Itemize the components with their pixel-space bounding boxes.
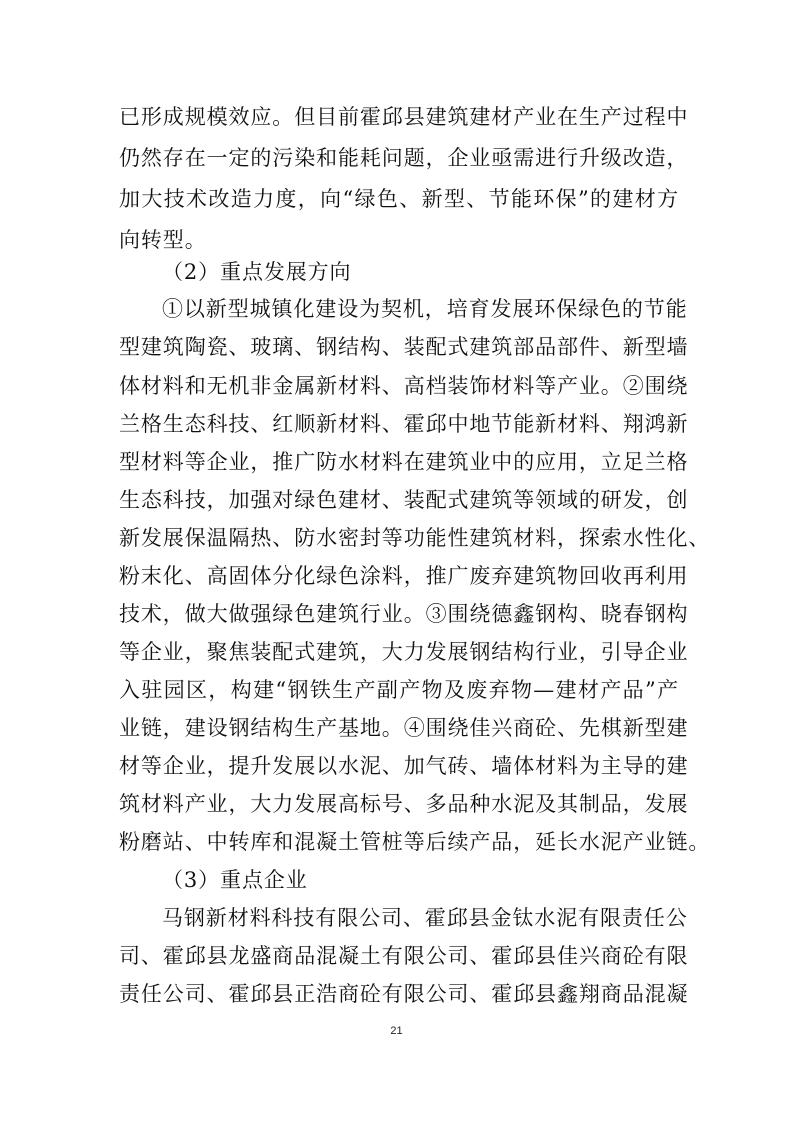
paragraph-line: 体材料和无机非金属新材料、高档装饰材料等产业。②围绕 bbox=[119, 374, 689, 398]
paragraph-line: 入驻园区，构建“钢铁生产副产物及废弃物—建材产品”产 bbox=[119, 678, 679, 702]
section-heading-development-direction: （2）重点发展方向 bbox=[162, 260, 352, 284]
paragraph-line: 仍然存在一定的污染和能耗问题，企业亟需进行升级改造， bbox=[119, 146, 689, 170]
paragraph-line: 材等企业，提升发展以水泥、加气砖、墙体材料为主导的建 bbox=[119, 754, 689, 778]
paragraph-line: 兰格生态科技、红顺新材料、霍邱中地节能新材料、翔鸿新 bbox=[119, 412, 689, 436]
paragraph-line: 业链，建设钢结构生产基地。④围绕佳兴商砼、先棋新型建 bbox=[119, 716, 689, 740]
page-number: 21 bbox=[390, 1025, 403, 1037]
paragraph-line: 型材料等企业，推广防水材料在建筑业中的应用，立足兰格 bbox=[119, 450, 689, 474]
paragraph-line: 马钢新材料科技有限公司、霍邱县金钛水泥有限责任公 bbox=[162, 906, 688, 930]
paragraph-line: 粉末化、高固体分化绿色涂料，推广废弃建筑物回收再利用 bbox=[119, 564, 689, 588]
paragraph-line: 加大技术改造力度，向“绿色、新型、节能环保”的建材方 bbox=[119, 187, 679, 211]
section-heading-key-enterprises: （3）重点企业 bbox=[162, 868, 308, 892]
paragraph-line: 生态科技，加强对绿色建材、装配式建筑等领域的研发，创 bbox=[119, 488, 689, 512]
paragraph-line: 型建筑陶瓷、玻璃、钢结构、装配式建筑部品部件、新型墙 bbox=[119, 335, 689, 359]
paragraph-line: 已形成规模效应。但目前霍邱县建筑建材产业在生产过程中 bbox=[119, 105, 689, 129]
paragraph-line: 筑材料产业，大力发展高标号、多品种水泥及其制品，发展 bbox=[119, 792, 689, 816]
paragraph-line: 等企业，聚焦装配式建筑，大力发展钢结构行业，引导企业 bbox=[119, 640, 689, 664]
paragraph-line: 责任公司、霍邱县正浩商砼有限公司、霍邱县鑫翔商品混凝 bbox=[119, 982, 689, 1006]
paragraph-line: 新发展保温隔热、防水密封等功能性建筑材料，探索水性化、 bbox=[119, 526, 711, 550]
paragraph-line: 粉磨站、中转库和混凝土管桩等后续产品，延长水泥产业链。 bbox=[119, 830, 711, 854]
paragraph-line: 技术，做大做强绿色建筑行业。③围绕德鑫钢构、晓春钢构 bbox=[119, 602, 689, 626]
paragraph-line: ①以新型城镇化建设为契机，培育发展环保绿色的节能 bbox=[162, 297, 688, 321]
paragraph-line: 向转型。 bbox=[119, 228, 207, 252]
paragraph-line: 司、霍邱县龙盛商品混凝土有限公司、霍邱县佳兴商砼有限 bbox=[119, 944, 689, 968]
